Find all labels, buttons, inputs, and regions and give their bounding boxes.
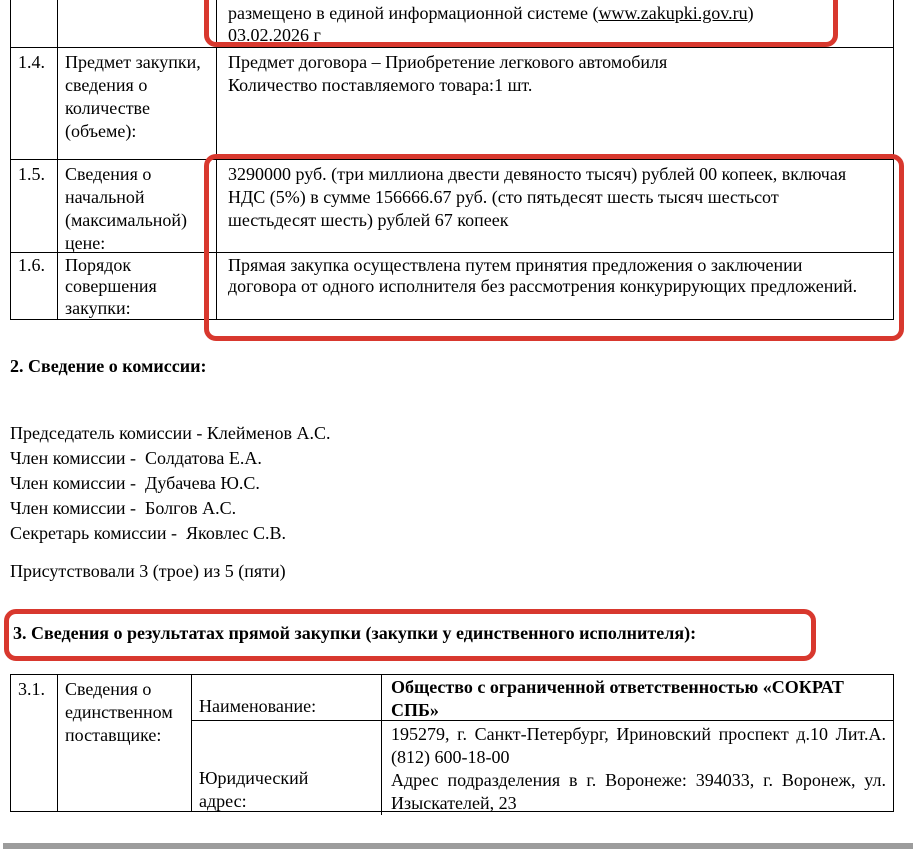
publication-note-prefix: размещено в единой информационной системе ( bbox=[228, 3, 599, 23]
attendance-note: Присутствовали 3 (трое) из 5 (пяти) bbox=[10, 561, 286, 581]
goods-quantity: Количество поставляемого товара:1 шт. bbox=[228, 74, 533, 95]
row-label-cell bbox=[58, 0, 217, 47]
branch-address: Адрес подразделения в г. Воронеже: 394033, г. Воронеж, ул. Изыскателей, 23 bbox=[391, 770, 886, 813]
page-divider bbox=[3, 843, 913, 849]
row-number: 1.5. bbox=[11, 160, 58, 252]
row-label: Сведения о начальной (максимальной) цене: bbox=[58, 160, 217, 252]
supplier-name-value: Общество с ограниченной ответственностью «СОКРАТ СПБ» bbox=[391, 677, 844, 720]
row-value-cell bbox=[217, 0, 893, 47]
publication-note-suffix: ) bbox=[747, 3, 754, 23]
row-number: 1.6. bbox=[11, 253, 58, 320]
commission-member: Член комиссии - Солдатова Е.А. bbox=[10, 448, 262, 468]
table-row-1-6 bbox=[11, 253, 893, 320]
initial-price-value: 3290000 руб. (три миллиона двести девяносто тысяч) рублей 00 копеек, включая НДС (5%) в сумме 156666.67 руб. (сто пятьдесят шесть тысяч шестьсот шестьдесят шесть) рублей 67 копеек bbox=[228, 163, 847, 230]
row-number: 1.4. bbox=[11, 48, 58, 159]
publication-date: 03.02.2026 г bbox=[228, 25, 321, 45]
commission-section-heading: 2. Сведение о комиссии: bbox=[10, 356, 207, 376]
commission-member: Член комиссии - Дубачева Ю.С. bbox=[10, 473, 260, 493]
row-number-cell bbox=[11, 0, 58, 47]
publication-note-line1 bbox=[228, 2, 871, 24]
supplier-table bbox=[10, 674, 894, 812]
procedure-value: Прямая закупка осуществлена путем принятия предложения о заключении договора от одного исполнителя без рассмотрения конкурирующих предложений. bbox=[228, 254, 858, 296]
legal-address: 195279, г. Санкт-Петербург, Ириновский проспект д.10 Лит.А. (812) 600-18-00 bbox=[391, 724, 886, 767]
row-number: 3.1. bbox=[11, 675, 58, 811]
name-label: Наименование: bbox=[199, 696, 317, 716]
row-label: Предмет закупки, сведения о количестве (объеме): bbox=[58, 48, 217, 159]
commission-member: Член комиссии - Болгов А.С. bbox=[10, 498, 237, 518]
row-label: Порядок совершения закупки: bbox=[58, 253, 217, 320]
commission-member: Председатель комиссии - Клейменов А.С. bbox=[10, 423, 331, 443]
address-label: Юридический адрес: bbox=[199, 768, 309, 811]
commission-member: Секретарь комиссии - Яковлес С.В. bbox=[10, 523, 287, 543]
table-row-1-4 bbox=[11, 48, 893, 160]
contract-subject: Предмет договора – Приобретение легкового автомобиля bbox=[228, 51, 668, 72]
name-label-cell bbox=[192, 675, 382, 720]
table-row-publication bbox=[11, 0, 893, 48]
zakupki-link[interactable]: www.zakupki.gov.ru bbox=[598, 3, 748, 23]
supplier-sub-table bbox=[192, 675, 893, 811]
table-row-1-5 bbox=[11, 160, 893, 253]
row-value-cell bbox=[217, 48, 893, 159]
procurement-details-table bbox=[10, 0, 894, 320]
row-label: Сведения о единственном поставщике: bbox=[58, 675, 192, 811]
supplier-address-row bbox=[192, 721, 893, 815]
supplier-address-value bbox=[382, 721, 893, 815]
address-label-cell bbox=[192, 721, 382, 815]
results-section-heading: 3. Сведения о результатах прямой закупки (закупки у единственного исполнителя): bbox=[13, 623, 697, 643]
supplier-name-row bbox=[192, 675, 893, 721]
commission-members-list bbox=[10, 421, 330, 546]
